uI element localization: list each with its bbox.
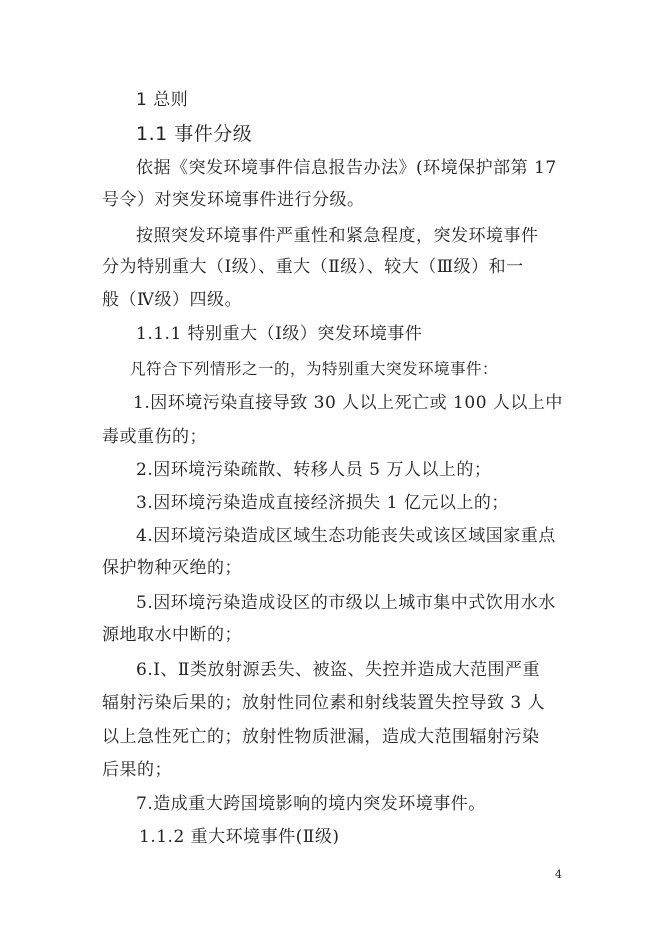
heading-general-principles: 1 总则 xyxy=(136,90,189,110)
list-item-5: 5.因环境污染造成设区的市级以上城市集中式饮用水水 xyxy=(136,593,556,613)
list-item-6-cont: 以上急性死亡的；放射性物质泄漏，造成大范围辐射污染 xyxy=(102,727,540,747)
paragraph-line: 号令）对突发环境事件进行分级。 xyxy=(102,190,365,210)
paragraph-line: 般（Ⅳ级）四级。 xyxy=(102,290,242,310)
heading-level-2-events: 1.1.2 重大环境事件(Ⅱ级) xyxy=(139,827,340,847)
heading-level-1-events: 1.1.1 特别重大（Ⅰ级）突发环境事件 xyxy=(136,324,423,344)
intro-line: 凡符合下列情形之一的，为特别重大突发环境事件： xyxy=(130,360,499,378)
list-item-6-cont: 辐射污染后果的；放射性同位素和射线装置失控导致 3 人 xyxy=(102,693,546,713)
list-item-1-cont: 毒或重伤的； xyxy=(102,427,207,447)
heading-event-classification: 1.1 事件分级 xyxy=(136,123,253,145)
list-item-6-cont: 后果的； xyxy=(102,760,172,780)
list-item-1: 1.因环境污染直接导致 30 人以上死亡或 100 人以上中 xyxy=(133,393,563,413)
list-item-5-cont: 源地取水中断的； xyxy=(102,625,242,645)
page-number: 4 xyxy=(555,868,562,881)
list-item-2: 2.因环境污染疏散、转移人员 5 万人以上的； xyxy=(136,460,492,480)
list-item-6: 6.Ⅰ、Ⅱ类放射源丢失、被盗、失控并造成大范围严重 xyxy=(136,660,540,680)
paragraph-line: 依据《突发环境事件信息报告办法》(环境保护部第 17 xyxy=(136,158,557,178)
list-item-4-cont: 保护物种灭绝的； xyxy=(102,558,242,578)
list-item-3: 3.因环境污染造成直接经济损失 1 亿元以上的； xyxy=(136,493,509,513)
paragraph-line: 按照突发环境事件严重性和紧急程度，突发环境事件 xyxy=(136,226,539,246)
list-item-7: 7.造成重大跨国境影响的境内突发环境事件。 xyxy=(136,794,486,814)
paragraph-line: 分为特别重大（Ⅰ级）、重大（Ⅱ级）、较大（Ⅲ级）和一 xyxy=(102,257,524,277)
list-item-4: 4.因环境污染造成区域生态功能丧失或该区域国家重点 xyxy=(136,526,556,546)
